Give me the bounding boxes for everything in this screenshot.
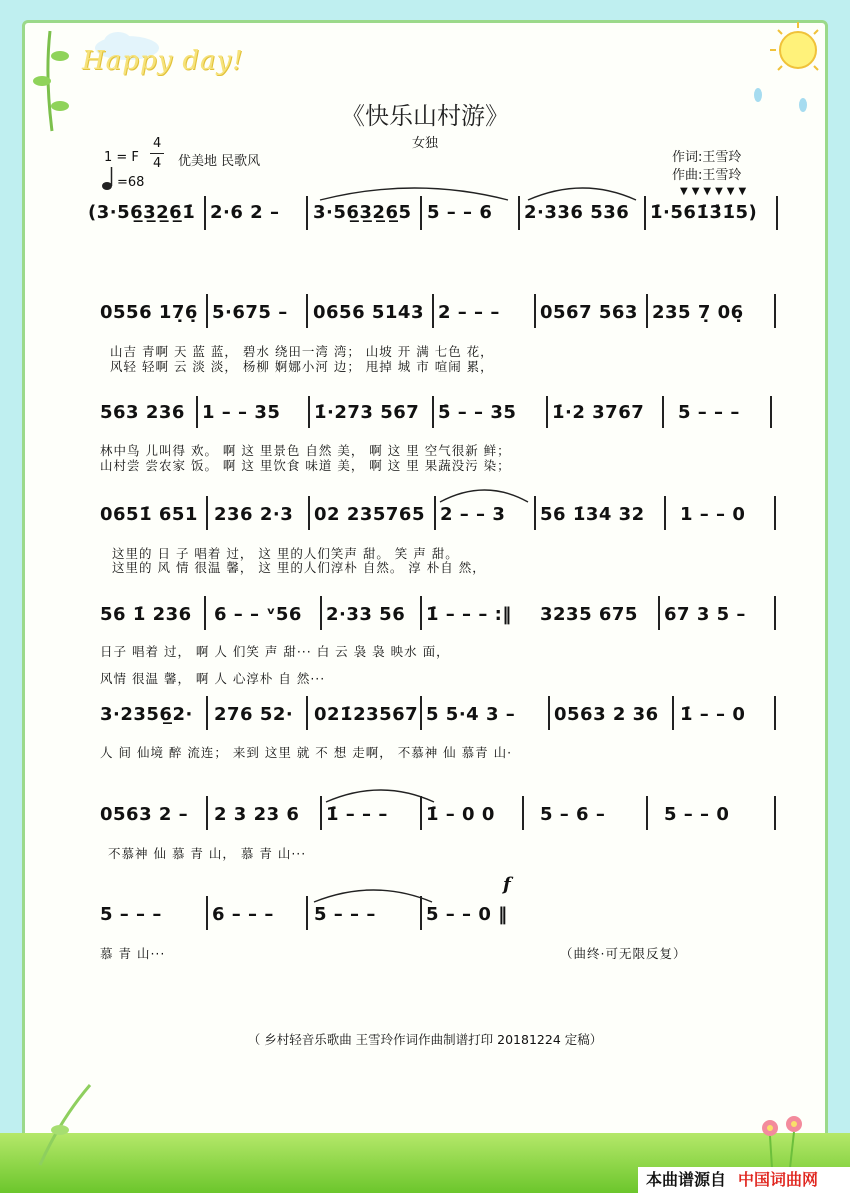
- footer-note: （ 乡村轻音乐歌曲 王雪玲作词作曲制谱打印 20181224 定稿）: [247, 1032, 603, 1047]
- measure: 6 – – ᵛ56: [214, 604, 302, 625]
- lyric-line: 林中鸟 儿叫得 欢。 啊 这 里景色 自然 美， 啊 这 里 空气很新 鲜；: [100, 443, 511, 458]
- performer-label: 女独: [411, 136, 438, 151]
- lyric-line: 人 间 仙境 醉 流连； 来到 这里 就 不 想 走啊， 不慕神 仙 慕青 山·: [100, 745, 513, 760]
- measure: 0651̇ 651: [100, 504, 198, 525]
- lyric-line: 山村尝 尝农家 饭。 啊 这 里饮食 味道 美， 啊 这 里 果蔬没污 染；: [100, 458, 511, 473]
- barline: [548, 696, 550, 730]
- barline: [306, 294, 308, 328]
- barline: [196, 396, 198, 428]
- barline: [658, 596, 660, 630]
- barline: [206, 496, 208, 530]
- measure: 276 52·: [214, 704, 294, 725]
- measure: 2·33 56: [326, 604, 406, 625]
- barline: [432, 294, 434, 328]
- measure: 0563 2 36: [554, 704, 659, 725]
- measure: 5 – 6 –: [540, 804, 606, 825]
- barline: [646, 294, 648, 328]
- style-marking: 优美地 民歌风: [178, 154, 261, 169]
- flower-icon: [752, 1110, 812, 1170]
- measure: 6 – – –: [212, 904, 274, 925]
- lyric-line: 风情 很温 馨， 啊 人 心淳朴 自 然···: [100, 671, 326, 686]
- lyric-line: 风轻 轻啊 云 淡 淡， 杨柳 婀娜小河 边； 甩掉 城 市 喧闹 累，: [110, 359, 494, 374]
- measure: 1 – – 35: [202, 402, 281, 423]
- measure: 1̇·273 567: [314, 402, 420, 423]
- barline: [206, 294, 208, 328]
- accent-marks: ▼▼▼▼▼▼: [680, 186, 751, 197]
- measure: 3235 675: [540, 604, 638, 625]
- barline: [206, 796, 208, 830]
- barline: [776, 196, 778, 230]
- vine-leaf-icon: [30, 1080, 100, 1170]
- measure: 021̇23567: [314, 704, 419, 725]
- measure: 56 1̇ 236: [100, 604, 192, 625]
- barline: [774, 796, 776, 830]
- time-signature-line: [150, 153, 164, 154]
- measure: 0567 563: [540, 302, 638, 323]
- barline: [646, 796, 648, 830]
- measure: 56 1̇34 32: [540, 504, 645, 525]
- barline: [664, 496, 666, 530]
- slur-mark: [326, 784, 436, 804]
- barline: [306, 696, 308, 730]
- barline: [546, 396, 548, 428]
- barline: [432, 396, 434, 428]
- measure: 0656 5143: [313, 302, 424, 323]
- measure: 3·56̲3̲2̲6̲5: [313, 202, 412, 223]
- dynamic-mark: f: [503, 874, 511, 895]
- source-site-link[interactable]: 中国词曲网: [738, 1170, 819, 1189]
- barline: [320, 796, 322, 830]
- source-label: 本曲谱源自: [646, 1170, 727, 1189]
- measure: 1̇ – – –: [326, 804, 388, 825]
- source-banner: [638, 1167, 850, 1193]
- measure: 1̇ – 0 0: [426, 804, 495, 825]
- measure: 2·6 2 –: [210, 202, 280, 223]
- barline: [518, 196, 520, 230]
- measure: 235 7̣ 06̣: [652, 302, 744, 323]
- lyric-line: 这里的 日 子 唱着 过， 这 里的人们笑声 甜。 笑 声 甜。: [112, 546, 459, 561]
- measure: 0563 2 –: [100, 804, 189, 825]
- slur-mark: [314, 884, 434, 904]
- key-signature: 1 = F: [104, 150, 139, 165]
- barline: [770, 396, 772, 428]
- measure: 0556 17̣6̣: [100, 302, 198, 323]
- measure: 02 235765: [314, 504, 425, 525]
- measure: 5·675 –: [212, 302, 288, 323]
- barline: [522, 796, 524, 830]
- measure: 5̇ – – 35: [438, 402, 517, 423]
- barline: [204, 196, 206, 230]
- measure: 5 – – –: [314, 904, 376, 925]
- measure: (3·56̲3̲2̲6̲1̇: [88, 202, 196, 223]
- lyric-line: 山吉 青啊 天 蓝 蓝， 碧水 绕田一湾 湾； 山坡 开 满 七色 花，: [110, 344, 494, 359]
- lyric-line: 不慕神 仙 慕 青 山， 慕 青 山···: [108, 846, 307, 861]
- time-signature-bottom: 4: [153, 156, 162, 171]
- barline: [308, 496, 310, 530]
- measure: 2 – – 3: [440, 504, 506, 525]
- measure: 1̇·561̇3̇1̇5): [650, 202, 758, 223]
- happy-day-text: Happy day!: [82, 46, 244, 76]
- barline: [306, 896, 308, 930]
- measure: 5 – – –: [678, 402, 740, 423]
- measure: 67 3 5 –: [664, 604, 746, 625]
- barline: [434, 496, 436, 530]
- barline: [774, 496, 776, 530]
- quarter-note-icon: [101, 165, 117, 191]
- barline: [644, 196, 646, 230]
- time-signature-top: 4: [153, 136, 162, 151]
- measure: 5 – – –: [100, 904, 162, 925]
- barline: [662, 396, 664, 428]
- lyric-line: 这里的 风 情 很温 馨， 这 里的人们淳朴 自然。 淳 朴自 然，: [112, 560, 486, 575]
- barline: [774, 696, 776, 730]
- measure: 2 3 23 6: [214, 804, 300, 825]
- ending-note: （曲终·可无限反复）: [560, 946, 687, 961]
- barline: [420, 596, 422, 630]
- measure: 2 – – –: [438, 302, 500, 323]
- slur-mark: [320, 182, 510, 202]
- measure: 2·336 536: [524, 202, 630, 223]
- measure: 563 236: [100, 402, 185, 423]
- measure: 236 2·3: [214, 504, 294, 525]
- lyricist-credit: 作词:王雪玲: [672, 150, 742, 165]
- barline: [774, 294, 776, 328]
- barline: [320, 596, 322, 630]
- slur-mark: [440, 484, 530, 504]
- barline: [534, 294, 536, 328]
- barline: [306, 196, 308, 230]
- barline: [308, 396, 310, 428]
- measure: 1̇ – – – :‖: [426, 604, 512, 625]
- measure: 3·2356̲2·: [100, 704, 193, 725]
- measure: 1̇·2 3767: [552, 402, 645, 423]
- lyric-line: 慕 青 山···: [100, 946, 166, 961]
- barline: [774, 596, 776, 630]
- barline: [206, 696, 208, 730]
- slur-mark: [528, 182, 638, 202]
- measure: 1 – – 0: [680, 504, 746, 525]
- measure: 5 – – 6: [427, 202, 493, 223]
- measure: 5 – – 0: [664, 804, 730, 825]
- lyric-line: 日子 唱着 过， 啊 人 们笑 声 甜··· 白 云 袅 袅 映水 面，: [100, 644, 450, 659]
- tempo-marking: =68: [117, 175, 145, 190]
- barline: [420, 696, 422, 730]
- measure: 5 – – 0 ‖: [426, 904, 508, 925]
- measure: 1̇ – – 0: [680, 704, 746, 725]
- barline: [206, 896, 208, 930]
- barline: [204, 596, 206, 630]
- measure: 5 5·4 3 –: [426, 704, 516, 725]
- barline: [534, 496, 536, 530]
- song-title: 《快乐山村游》: [341, 102, 509, 130]
- barline: [672, 696, 674, 730]
- composer-credit: 作曲:王雪玲: [672, 168, 742, 183]
